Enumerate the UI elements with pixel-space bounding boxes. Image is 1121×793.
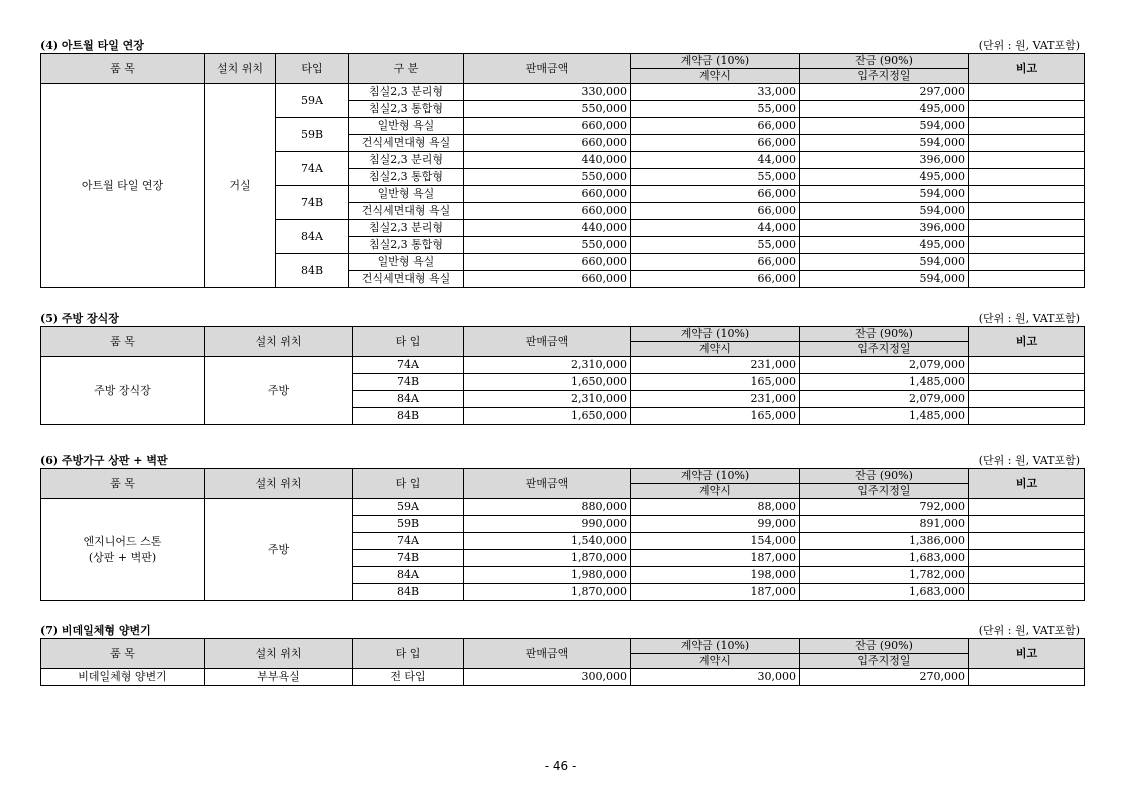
deposit-cell: 154,000 (631, 533, 800, 550)
header-item: 품 목 (41, 639, 205, 669)
header-item: 품 목 (41, 469, 205, 499)
type-cell: 84A (353, 567, 464, 584)
type-cell: 전 타입 (353, 669, 464, 686)
section-6-title: (6) 주방가구 상판 + 벽판 (40, 454, 168, 467)
deposit-cell: 99,000 (631, 516, 800, 533)
header-location: 설치 위치 (205, 54, 276, 84)
section-7 (40, 622, 1084, 686)
type-cell: 84A (276, 220, 349, 254)
note-cell (969, 220, 1085, 237)
price-cell: 1,870,000 (464, 550, 631, 567)
type-cell: 74B (276, 186, 349, 220)
deposit-cell: 55,000 (631, 169, 800, 186)
section-7-table (40, 638, 1085, 686)
header-price: 판매금액 (464, 54, 631, 84)
balance-cell: 594,000 (800, 271, 969, 288)
section-7-title: (7) 비데일체형 양변기 (40, 624, 151, 637)
header-price: 판매금액 (464, 639, 631, 669)
price-cell: 550,000 (464, 101, 631, 118)
price-cell: 660,000 (464, 254, 631, 271)
section-4-table (40, 53, 1085, 288)
location-cell: 주방 (205, 499, 353, 601)
header-type: 타 입 (353, 469, 464, 499)
header-deposit-sub: 계약시 (631, 342, 800, 357)
item-cell: 주방 장식장 (41, 357, 205, 425)
item-cell: 비데일체형 양변기 (41, 669, 205, 686)
header-balance-sub: 입주지정일 (800, 484, 969, 499)
note-cell (969, 550, 1085, 567)
balance-cell: 1,683,000 (800, 550, 969, 567)
note-cell (969, 84, 1085, 101)
header-deposit-sub: 계약시 (631, 69, 800, 84)
balance-cell: 594,000 (800, 203, 969, 220)
type-cell: 59A (276, 84, 349, 118)
note-cell (969, 101, 1085, 118)
header-deposit-sub: 계약시 (631, 654, 800, 669)
deposit-cell: 55,000 (631, 237, 800, 254)
balance-cell: 495,000 (800, 237, 969, 254)
header-note: 비고 (969, 54, 1085, 84)
deposit-cell: 66,000 (631, 254, 800, 271)
note-cell (969, 669, 1085, 686)
note-cell (969, 152, 1085, 169)
note-cell (969, 584, 1085, 601)
section-5-title: (5) 주방 장식장 (40, 312, 119, 325)
note-cell (969, 118, 1085, 135)
deposit-cell: 66,000 (631, 135, 800, 152)
deposit-cell: 198,000 (631, 567, 800, 584)
header-location: 설치 위치 (205, 327, 353, 357)
balance-cell: 2,079,000 (800, 391, 969, 408)
type-cell: 59B (353, 516, 464, 533)
location-cell: 거실 (205, 84, 276, 288)
section-4-unit: (단위 : 원, VAT포함) (978, 39, 1080, 52)
deposit-cell: 33,000 (631, 84, 800, 101)
note-cell (969, 186, 1085, 203)
note-cell (969, 391, 1085, 408)
price-cell: 440,000 (464, 152, 631, 169)
type-cell: 84B (276, 254, 349, 288)
deposit-cell: 231,000 (631, 357, 800, 374)
note-cell (969, 203, 1085, 220)
division-cell: 침실2,3 분리형 (349, 152, 464, 169)
division-cell: 일반형 욕실 (349, 118, 464, 135)
division-cell: 건식세면대형 욕실 (349, 135, 464, 152)
deposit-cell: 30,000 (631, 669, 800, 686)
division-cell: 침실2,3 통합형 (349, 237, 464, 254)
division-cell: 건식세면대형 욕실 (349, 271, 464, 288)
header-item: 품 목 (41, 54, 205, 84)
type-cell: 74A (353, 533, 464, 550)
header-deposit: 계약금 (10%) (631, 639, 800, 654)
note-cell (969, 374, 1085, 391)
item-cell: 아트월 타일 연장 (41, 84, 205, 288)
balance-cell: 891,000 (800, 516, 969, 533)
price-cell: 660,000 (464, 186, 631, 203)
balance-cell: 396,000 (800, 220, 969, 237)
location-cell: 부부욕실 (205, 669, 353, 686)
balance-cell: 297,000 (800, 84, 969, 101)
note-cell (969, 516, 1085, 533)
section-6-table (40, 468, 1085, 601)
section-6-unit: (단위 : 원, VAT포함) (978, 454, 1080, 467)
table-row (41, 357, 1085, 374)
header-location: 설치 위치 (205, 639, 353, 669)
price-cell: 660,000 (464, 271, 631, 288)
header-balance: 잔금 (90%) (800, 54, 969, 69)
price-cell: 330,000 (464, 84, 631, 101)
header-balance-sub: 입주지정일 (800, 342, 969, 357)
price-cell: 440,000 (464, 220, 631, 237)
balance-cell: 495,000 (800, 169, 969, 186)
balance-cell: 1,386,000 (800, 533, 969, 550)
header-balance: 잔금 (90%) (800, 639, 969, 654)
division-cell: 일반형 욕실 (349, 254, 464, 271)
deposit-cell: 66,000 (631, 118, 800, 135)
section-4 (40, 37, 1084, 288)
balance-cell: 2,079,000 (800, 357, 969, 374)
note-cell (969, 237, 1085, 254)
price-cell: 1,870,000 (464, 584, 631, 601)
table-row (41, 499, 1085, 516)
deposit-cell: 44,000 (631, 152, 800, 169)
division-cell: 침실2,3 통합형 (349, 169, 464, 186)
type-cell: 59A (353, 499, 464, 516)
section-5-table (40, 326, 1085, 425)
section-4-title: (4) 아트월 타일 연장 (40, 39, 144, 52)
deposit-cell: 187,000 (631, 584, 800, 601)
deposit-cell: 187,000 (631, 550, 800, 567)
note-cell (969, 135, 1085, 152)
section-5 (40, 310, 1084, 425)
header-balance: 잔금 (90%) (800, 327, 969, 342)
balance-cell: 396,000 (800, 152, 969, 169)
header-balance-sub: 입주지정일 (800, 69, 969, 84)
type-cell: 84B (353, 584, 464, 601)
item-line-1: 엔지니어드 스톤 (83, 534, 162, 548)
item-line-2: (상판 + 벽판) (88, 550, 157, 564)
header-deposit-sub: 계약시 (631, 484, 800, 499)
balance-cell: 1,485,000 (800, 374, 969, 391)
deposit-cell: 165,000 (631, 374, 800, 391)
price-cell: 880,000 (464, 499, 631, 516)
location-cell: 주방 (205, 357, 353, 425)
balance-cell: 1,782,000 (800, 567, 969, 584)
type-cell: 74A (276, 152, 349, 186)
price-cell: 2,310,000 (464, 357, 631, 374)
balance-cell: 1,683,000 (800, 584, 969, 601)
balance-cell: 1,485,000 (800, 408, 969, 425)
section-7-unit: (단위 : 원, VAT포함) (978, 624, 1080, 637)
header-type: 타입 (276, 54, 349, 84)
division-cell: 침실2,3 통합형 (349, 101, 464, 118)
division-cell: 침실2,3 분리형 (349, 84, 464, 101)
header-note: 비고 (969, 639, 1085, 669)
deposit-cell: 88,000 (631, 499, 800, 516)
header-balance-sub: 입주지정일 (800, 654, 969, 669)
note-cell (969, 271, 1085, 288)
price-cell: 1,540,000 (464, 533, 631, 550)
header-price: 판매금액 (464, 327, 631, 357)
header-deposit: 계약금 (10%) (631, 469, 800, 484)
deposit-cell: 66,000 (631, 271, 800, 288)
price-cell: 1,650,000 (464, 374, 631, 391)
type-cell: 74B (353, 374, 464, 391)
header-note: 비고 (969, 469, 1085, 499)
table-row (41, 84, 1085, 101)
note-cell (969, 533, 1085, 550)
balance-cell: 495,000 (800, 101, 969, 118)
price-cell: 660,000 (464, 203, 631, 220)
note-cell (969, 499, 1085, 516)
section-5-unit: (단위 : 원, VAT포함) (978, 312, 1080, 325)
deposit-cell: 231,000 (631, 391, 800, 408)
note-cell (969, 567, 1085, 584)
type-cell: 59B (276, 118, 349, 152)
price-cell: 550,000 (464, 169, 631, 186)
division-cell: 일반형 욕실 (349, 186, 464, 203)
balance-cell: 594,000 (800, 135, 969, 152)
price-cell: 2,310,000 (464, 391, 631, 408)
section-6 (40, 452, 1084, 601)
header-item: 품 목 (41, 327, 205, 357)
header-location: 설치 위치 (205, 469, 353, 499)
note-cell (969, 254, 1085, 271)
balance-cell: 594,000 (800, 186, 969, 203)
division-cell: 건식세면대형 욕실 (349, 203, 464, 220)
header-deposit: 계약금 (10%) (631, 327, 800, 342)
deposit-cell: 55,000 (631, 101, 800, 118)
price-cell: 1,650,000 (464, 408, 631, 425)
note-cell (969, 408, 1085, 425)
type-cell: 84B (353, 408, 464, 425)
balance-cell: 594,000 (800, 254, 969, 271)
page-number: - 46 - (544, 759, 577, 773)
type-cell: 84A (353, 391, 464, 408)
header-deposit: 계약금 (10%) (631, 54, 800, 69)
header-type: 타 입 (353, 327, 464, 357)
type-cell: 74B (353, 550, 464, 567)
header-note: 비고 (969, 327, 1085, 357)
header-division: 구 분 (349, 54, 464, 84)
item-cell (41, 499, 205, 601)
price-cell: 660,000 (464, 118, 631, 135)
price-cell: 1,980,000 (464, 567, 631, 584)
type-cell: 74A (353, 357, 464, 374)
table-row (41, 669, 1085, 686)
deposit-cell: 66,000 (631, 186, 800, 203)
price-cell: 660,000 (464, 135, 631, 152)
balance-cell: 270,000 (800, 669, 969, 686)
balance-cell: 792,000 (800, 499, 969, 516)
header-price: 판매금액 (464, 469, 631, 499)
price-cell: 550,000 (464, 237, 631, 254)
deposit-cell: 165,000 (631, 408, 800, 425)
header-type: 타 입 (353, 639, 464, 669)
deposit-cell: 44,000 (631, 220, 800, 237)
note-cell (969, 357, 1085, 374)
price-cell: 300,000 (464, 669, 631, 686)
note-cell (969, 169, 1085, 186)
header-balance: 잔금 (90%) (800, 469, 969, 484)
division-cell: 침실2,3 분리형 (349, 220, 464, 237)
price-cell: 990,000 (464, 516, 631, 533)
deposit-cell: 66,000 (631, 203, 800, 220)
balance-cell: 594,000 (800, 118, 969, 135)
